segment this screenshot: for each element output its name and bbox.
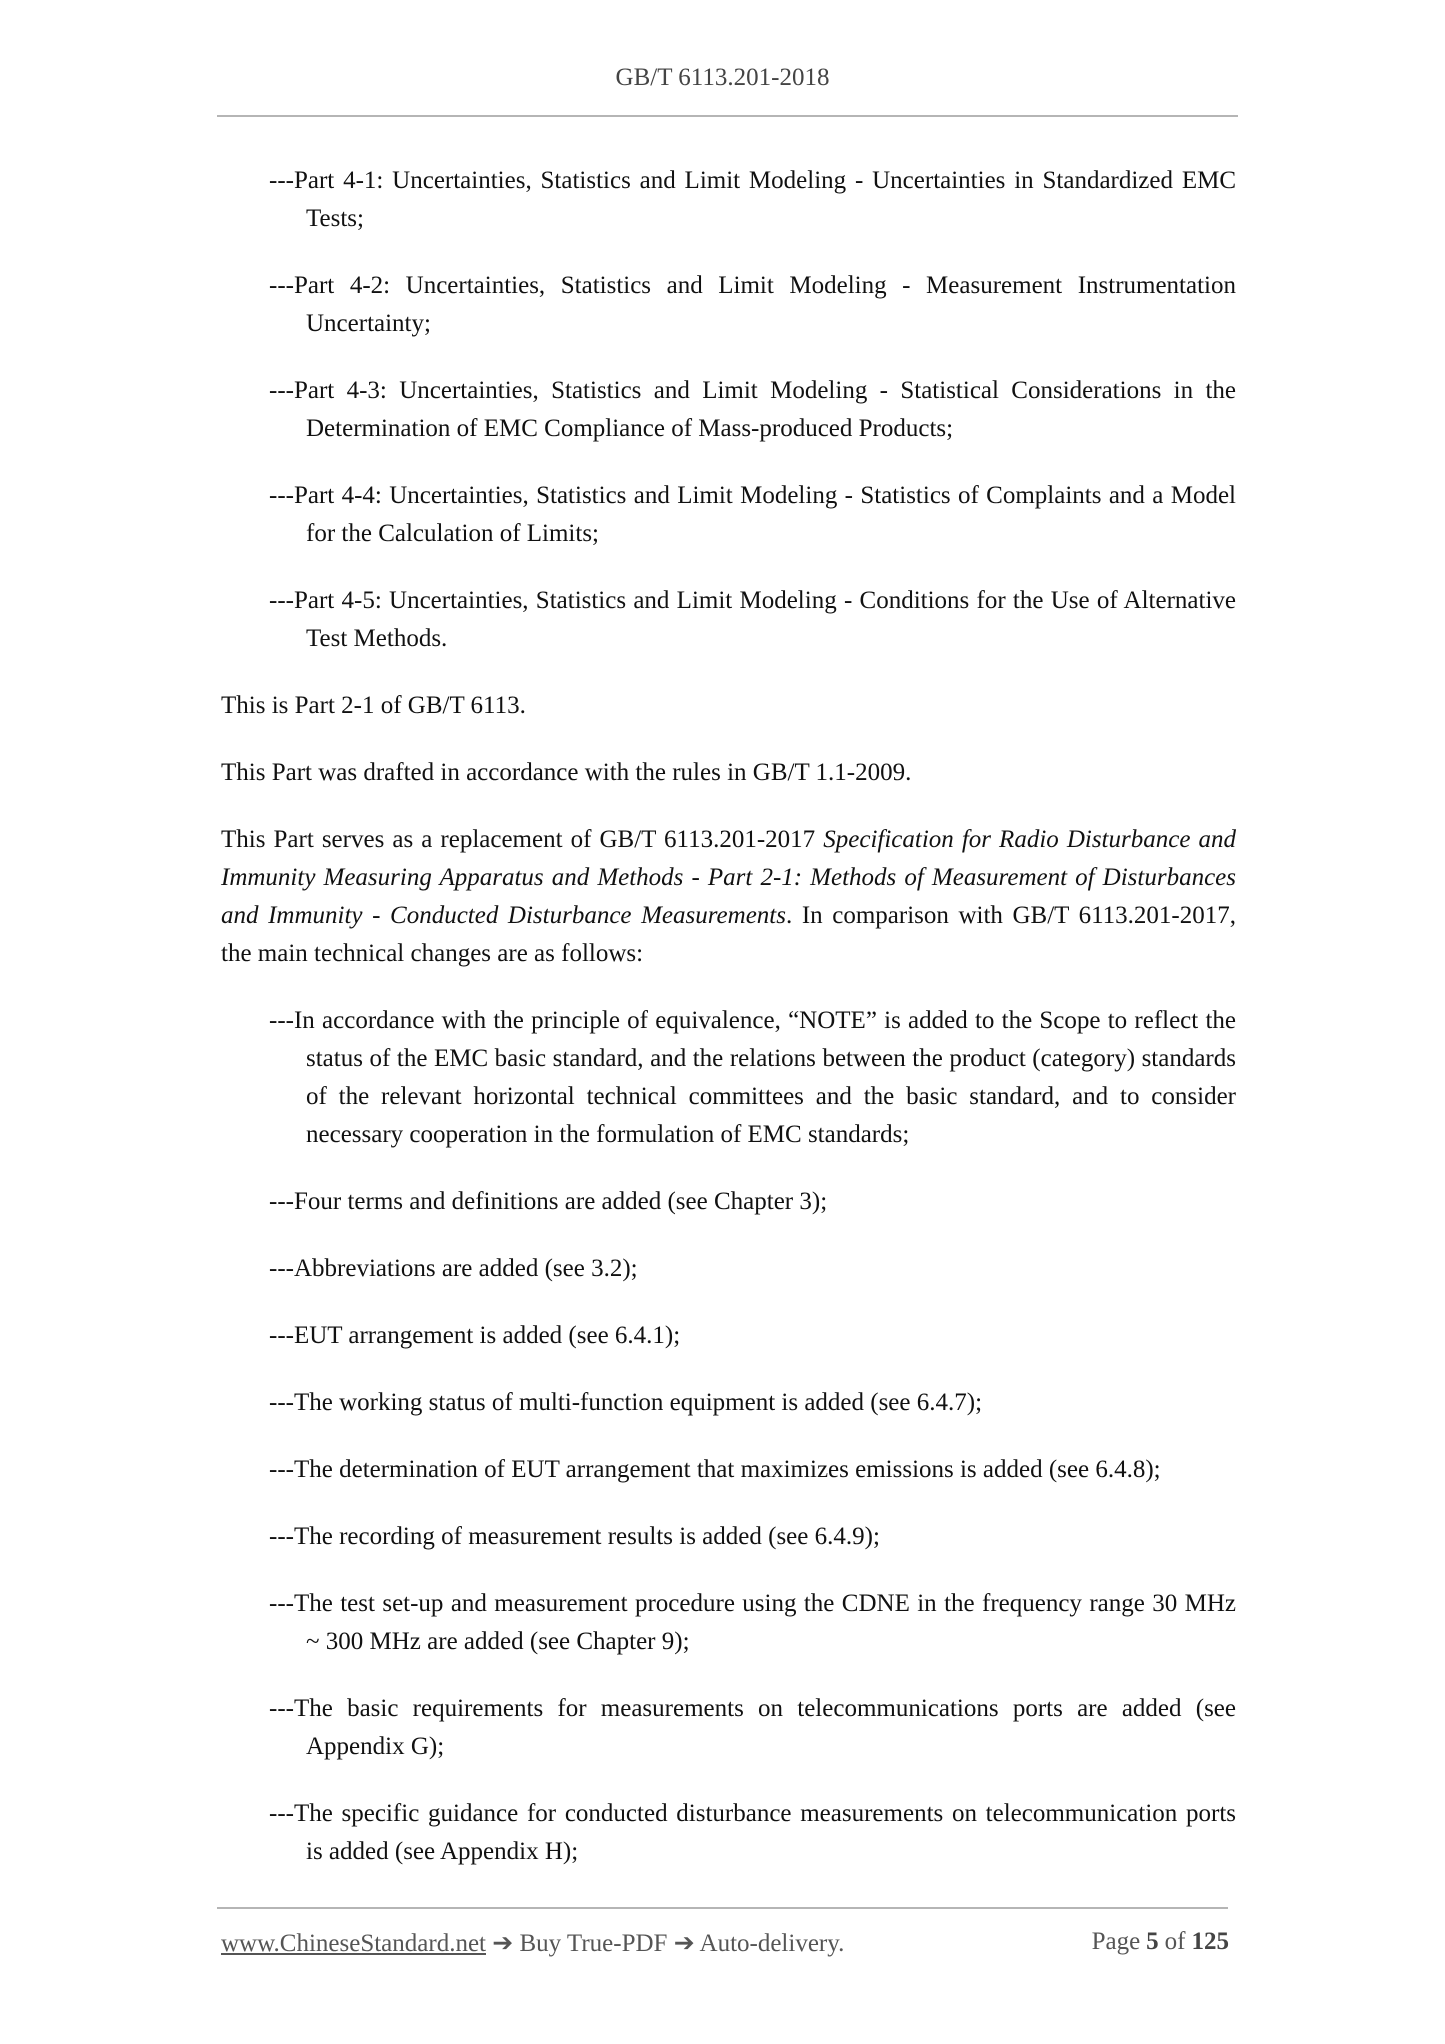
of-label: of (1164, 1928, 1186, 1955)
arrow-right-icon: ➔ (673, 1930, 695, 1957)
replacement-lead: This Part serves as a replacement of GB/T 6113.201-2017 (221, 826, 824, 853)
replacement-tail: . In comparison with GB/T 6113.201-2017, the main technical changes are as follows: (221, 902, 1236, 967)
list-item: ---The basic requirements for measurements on telecommunications ports are added (see Appendix G); (269, 1695, 1236, 1760)
list-item: ---Part 4-4: Uncertainties, Statistics and Limit Modeling - Statistics of Complaints and a Model for the Calculation of Limits; (269, 482, 1236, 547)
list-item: ---The test set-up and measurement procedure using the CDNE in the frequency range 30 MHz ~ 300 MHz are added (see Chapter 9); (269, 1590, 1236, 1655)
list-item: ---Four terms and definitions are added (see Chapter 3); (269, 1188, 828, 1215)
paragraph-drafted: This Part was drafted in accordance with the rules in GB/T 1.1-2009. (221, 759, 912, 786)
website-link[interactable]: www.ChineseStandard.net (221, 1930, 486, 1957)
delivery-text: Auto-delivery. (699, 1930, 845, 1957)
document-header-title: GB/T 6113.201-2018 (615, 64, 830, 91)
paragraph-part: This is Part 2-1 of GB/T 6113. (221, 692, 526, 719)
list-item: ---The working status of multi-function equipment is added (see 6.4.7); (269, 1389, 983, 1416)
list-item: ---Part 4-1: Uncertainties, Statistics and Limit Modeling - Uncertainties in Standardized EMC Tests; (269, 167, 1236, 232)
list-item: ---Part 4-5: Uncertainties, Statistics and Limit Modeling - Conditions for the Use of Alternative Test Methods. (269, 587, 1236, 652)
list-item: ---The recording of measurement results is added (see 6.4.9); (269, 1523, 880, 1550)
list-item: ---The determination of EUT arrangement that maximizes emissions is added (see 6.4.8); (269, 1456, 1161, 1483)
list-item: ---The specific guidance for conducted disturbance measurements on telecommunication ports is added (see Appendix H); (269, 1800, 1236, 1865)
buy-text: Buy True-PDF (519, 1930, 668, 1957)
paragraph-replacement (221, 821, 1236, 973)
document-body (221, 162, 1236, 1900)
page-current: 5 (1146, 1928, 1159, 1955)
footer-divider (217, 1907, 1228, 1909)
replaced-standard-title: Specification for Radio Disturbance and Immunity Measuring Apparatus and Methods - Part 2-1: Methods of Measurement of Disturbances and Immunity - Conducted Disturbance Measurements (221, 826, 1236, 929)
list-item: ---Part 4-3: Uncertainties, Statistics and Limit Modeling - Statistical Considerations in the Determination of EMC Compliance of Mass-produced Products; (269, 377, 1236, 442)
page-total: 125 (1191, 1928, 1229, 1955)
footer-promo (221, 1928, 844, 1958)
arrow-right-icon: ➔ (492, 1930, 514, 1957)
list-item: ---Abbreviations are added (see 3.2); (269, 1255, 638, 1282)
page-number (1092, 1928, 1229, 1956)
page-label: Page (1091, 1928, 1141, 1955)
list-item: ---In accordance with the principle of equivalence, “NOTE” is added to the Scope to reflect the status of the EMC basic standard, and the relations between the product (category) standards of the relevant horizontal technical committees and the basic standard, and to consider necessary cooperation in the formulation of EMC standards; (269, 1007, 1236, 1148)
header-divider (217, 115, 1238, 117)
list-item: ---EUT arrangement is added (see 6.4.1); (269, 1322, 681, 1349)
list-item: ---Part 4-2: Uncertainties, Statistics and Limit Modeling - Measurement Instrumentation Uncertainty; (269, 272, 1236, 337)
